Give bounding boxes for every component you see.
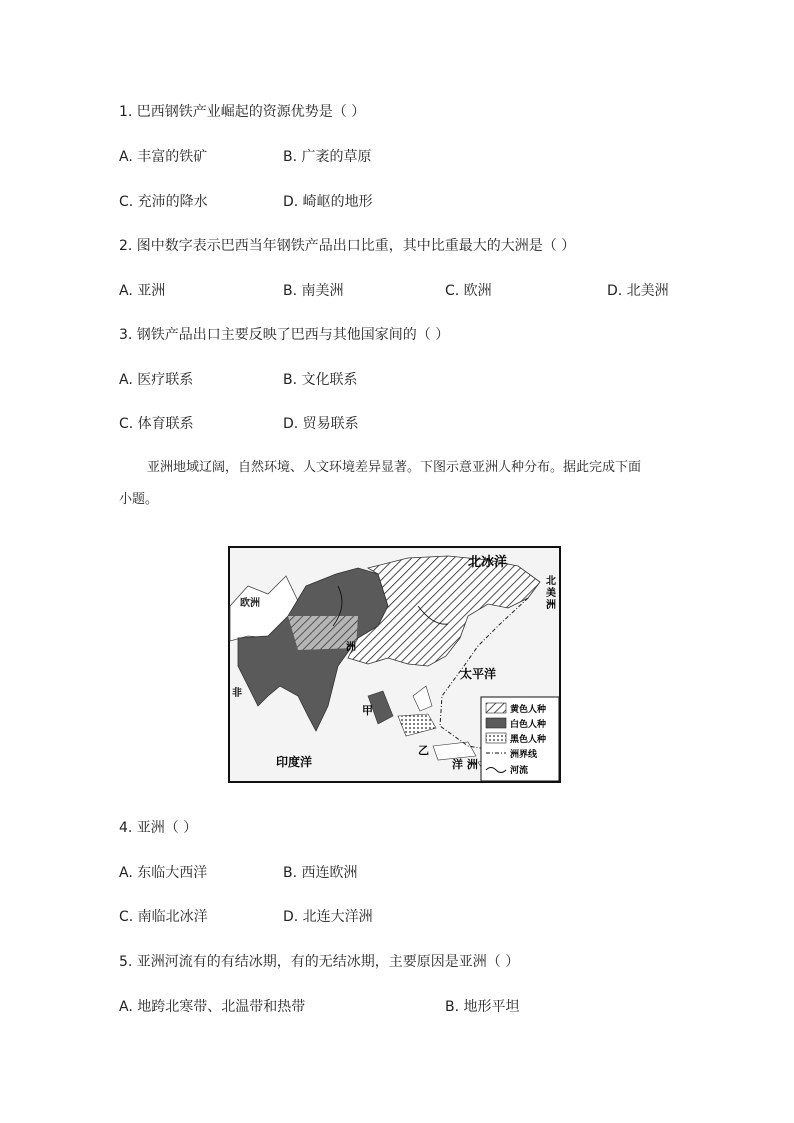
- label-indian-ocean: 印度洋: [276, 755, 313, 769]
- intro-paragraph: [119, 459, 679, 509]
- label-africa: 非: [232, 688, 242, 699]
- label-yi: 乙: [418, 744, 429, 757]
- label-zhou: 洲: [346, 642, 356, 653]
- question-5-stem: 5. 亚洲河流有的有结冰期，有的无结冰期，主要原因是亚洲（ ）: [119, 954, 520, 970]
- q5-option-b: B. 地形平坦: [445, 999, 520, 1015]
- label-north-america-2: 美: [546, 588, 556, 599]
- q1-option-a: A. 丰富的铁矿: [119, 149, 208, 165]
- legend-river: 河流: [510, 766, 529, 776]
- q1-option-c: C. 充沛的降水: [119, 194, 208, 210]
- label-pacific-ocean: 太平洋: [460, 667, 497, 681]
- question-4-stem: 4. 亚洲（ ）: [119, 820, 198, 836]
- question-3-stem: 3. 钢铁产品出口主要反映了巴西与其他国家间的（ ）: [119, 327, 450, 343]
- q1-option-b: B. 广袤的草原: [283, 149, 372, 165]
- label-arctic-ocean: 北冰洋: [468, 555, 508, 570]
- legend-swatch-yellow: [486, 703, 506, 713]
- intro-line-2: 小题。: [119, 492, 159, 507]
- q3-option-a: A. 医疗联系: [119, 372, 194, 388]
- q2-option-d: D. 北美洲: [607, 283, 669, 299]
- legend-white-race: 白色人种: [510, 720, 547, 730]
- q4-option-d: D. 北连大洋洲: [283, 909, 373, 925]
- asia-race-distribution-map: [228, 546, 561, 783]
- label-oceania: 洋 洲: [452, 758, 478, 771]
- q3-option-d: D. 贸易联系: [283, 416, 359, 432]
- label-north-america-3: 洲: [546, 600, 556, 611]
- q3-option-c: C. 体育联系: [119, 416, 194, 432]
- legend-black-race: 黑色人种: [510, 735, 547, 745]
- q4-option-c: C. 南临北冰洋: [119, 909, 208, 925]
- q2-option-a: A. 亚洲: [119, 283, 166, 299]
- label-north-america-1: 北: [546, 576, 556, 587]
- legend-swatch-white: [486, 718, 506, 728]
- label-jia: 甲: [362, 704, 373, 717]
- q1-option-d: D. 崎岖的地形: [283, 194, 373, 210]
- intro-line-1: 亚洲地域辽阔，自然环境、人文环境差异显著。下图示意亚洲人种分布。据此完成下面: [147, 460, 642, 475]
- legend-yellow-race: 黄色人种: [510, 705, 547, 715]
- q5-option-a: A. 地跨北寒带、北温带和热带: [119, 999, 306, 1015]
- legend-swatch-black: [486, 733, 506, 743]
- q3-option-b: B. 文化联系: [283, 372, 358, 388]
- legend-continental-boundary: 洲界线: [510, 750, 538, 760]
- q2-option-b: B. 南美洲: [283, 283, 344, 299]
- map-legend: [481, 697, 559, 781]
- label-europe: 欧洲: [240, 598, 260, 609]
- q4-option-a: A. 东临大西洋: [119, 865, 208, 881]
- q2-option-c: C. 欧洲: [445, 283, 492, 299]
- question-2-stem: 2. 图中数字表示巴西当年钢铁产品出口比重，其中比重最大的大洲是（ ）: [119, 238, 576, 254]
- question-1-stem: 1. 巴西钢铁产业崛起的资源优势是（ ）: [119, 104, 366, 120]
- q4-option-b: B. 西连欧洲: [283, 865, 358, 881]
